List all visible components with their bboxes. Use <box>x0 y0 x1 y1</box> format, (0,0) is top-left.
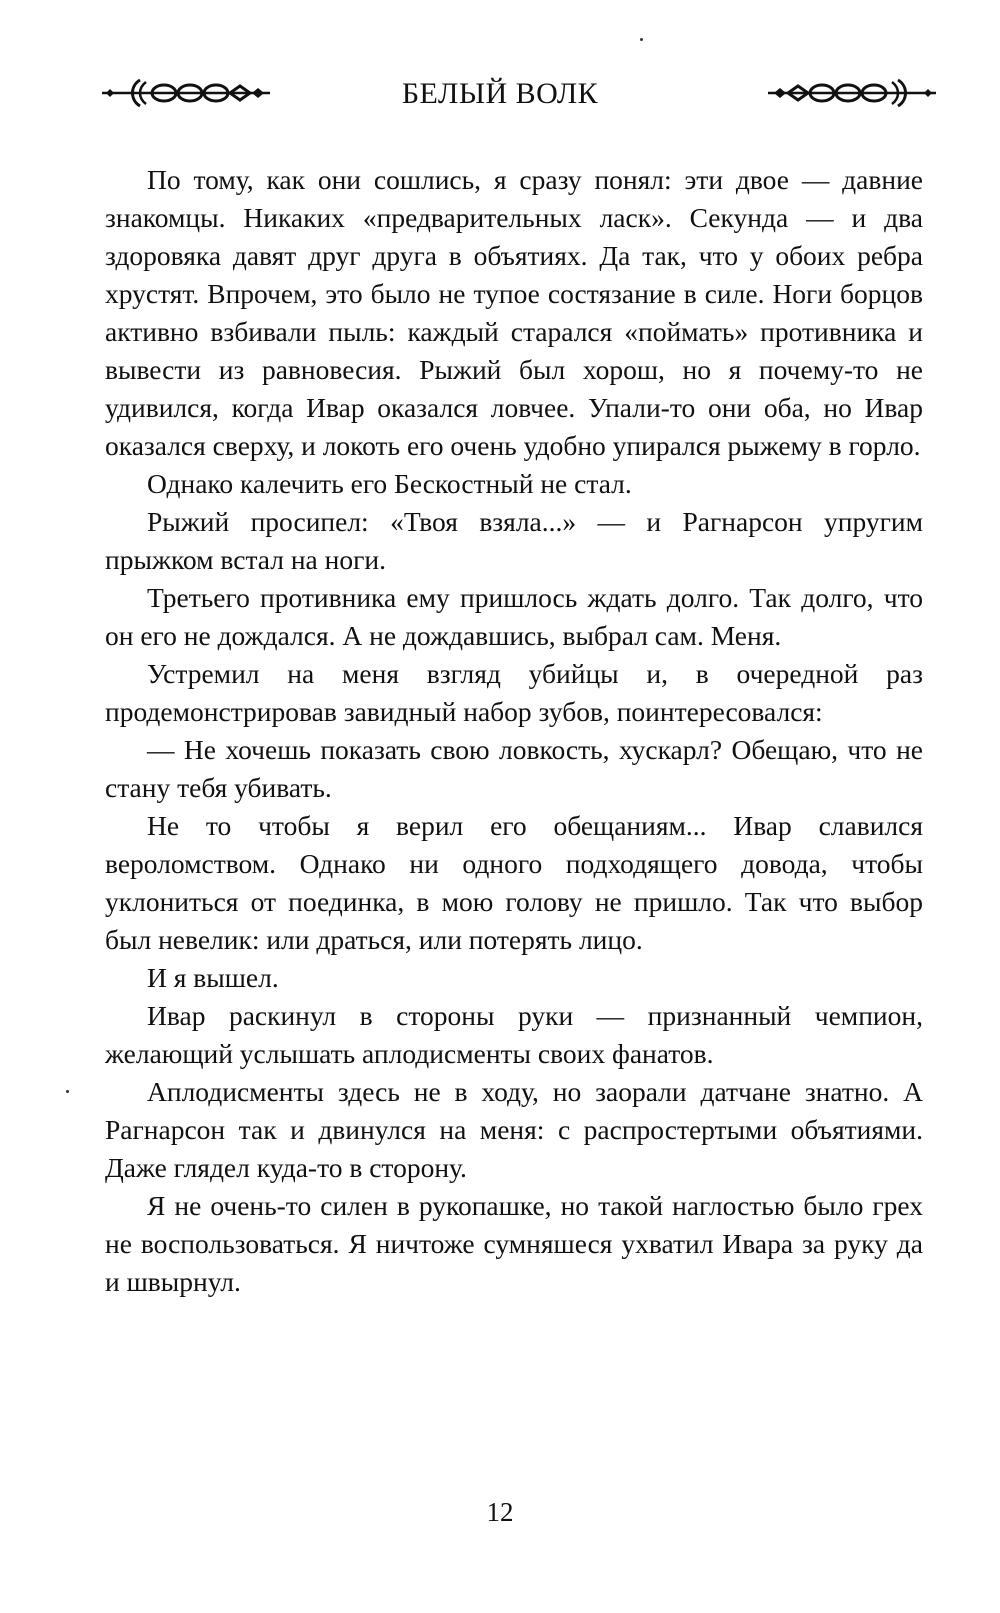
paragraph: Аплодисменты здесь не в ходу, но заорали датчане знатно. А Рагнарсон так и двинулся на меня: с распростертыми объятиями. Даже глядел куда-то в сторону. <box>105 1076 923 1183</box>
print-speck <box>640 38 643 41</box>
paragraph: Ивар раскинул в стороны руки — признанный чемпион, желающий услышать аплодисменты своих фанатов. <box>105 1000 923 1069</box>
running-title: БЕЛЫЙ ВОЛК <box>401 77 599 110</box>
paragraph: Я не очень-то силен в рукопашке, но такой наглостью было грех не воспользоваться. Я ничтоже сумняшеся ухватил Ивара за руку да и швырнул. <box>105 1190 923 1297</box>
paragraph: — Не хочешь показать свою ловкость, хускарл? Обещаю, что не стану тебя убивать. <box>105 734 923 803</box>
paragraph: Третьего противника ему пришлось ждать долго. Так долго, что он его не дождался. А не дождавшись, выбрал сам. Меня. <box>105 582 923 651</box>
paragraph: Однако калечить его Бескостный не стал. <box>147 468 632 499</box>
paragraph: Рыжий просипел: «Твоя взяла...» — и Рагнарсон упругим прыжком встал на ноги. <box>105 506 923 575</box>
body-text <box>105 161 923 1301</box>
paragraph: По тому, как они сошлись, я сразу понял: эти двое — давние знакомцы. Никаких «предварительных ласк». Секунда — и два здоровяка давят друг друга в объятиях. Да так, что у обоих ребра хрустят. Впрочем, это было не тупое состязание в силе. Ноги борцов активно взбивали пыль: каждый старался «поймать» противника и вывести из равновесия. Рыжий был хорош, но я почему-то не удивился, когда Ивар оказался ловчее. Упали-то они оба, но Ивар оказался сверху, и локоть его очень удобно упирался рыжему в горло. <box>105 164 923 461</box>
left-ornament-icon <box>102 76 270 110</box>
right-ornament-icon <box>768 76 936 110</box>
paragraph: И я вышел. <box>147 962 279 993</box>
print-speck <box>66 1090 69 1093</box>
page-number: 12 <box>486 1497 514 1527</box>
paragraph: Не то чтобы я верил его обещаниям... Ивар славился вероломством. Однако ни одного подходящего довода, чтобы уклониться от поединка, в мою голову не пришло. Так что выбор был невелик: или драться, или потерять лицо. <box>105 810 923 955</box>
paragraph: Устремил на меня взгляд убийцы и, в очередной раз продемонстрировав завидный набор зубов, поинтересовался: <box>105 658 923 727</box>
page-header <box>0 70 1000 118</box>
